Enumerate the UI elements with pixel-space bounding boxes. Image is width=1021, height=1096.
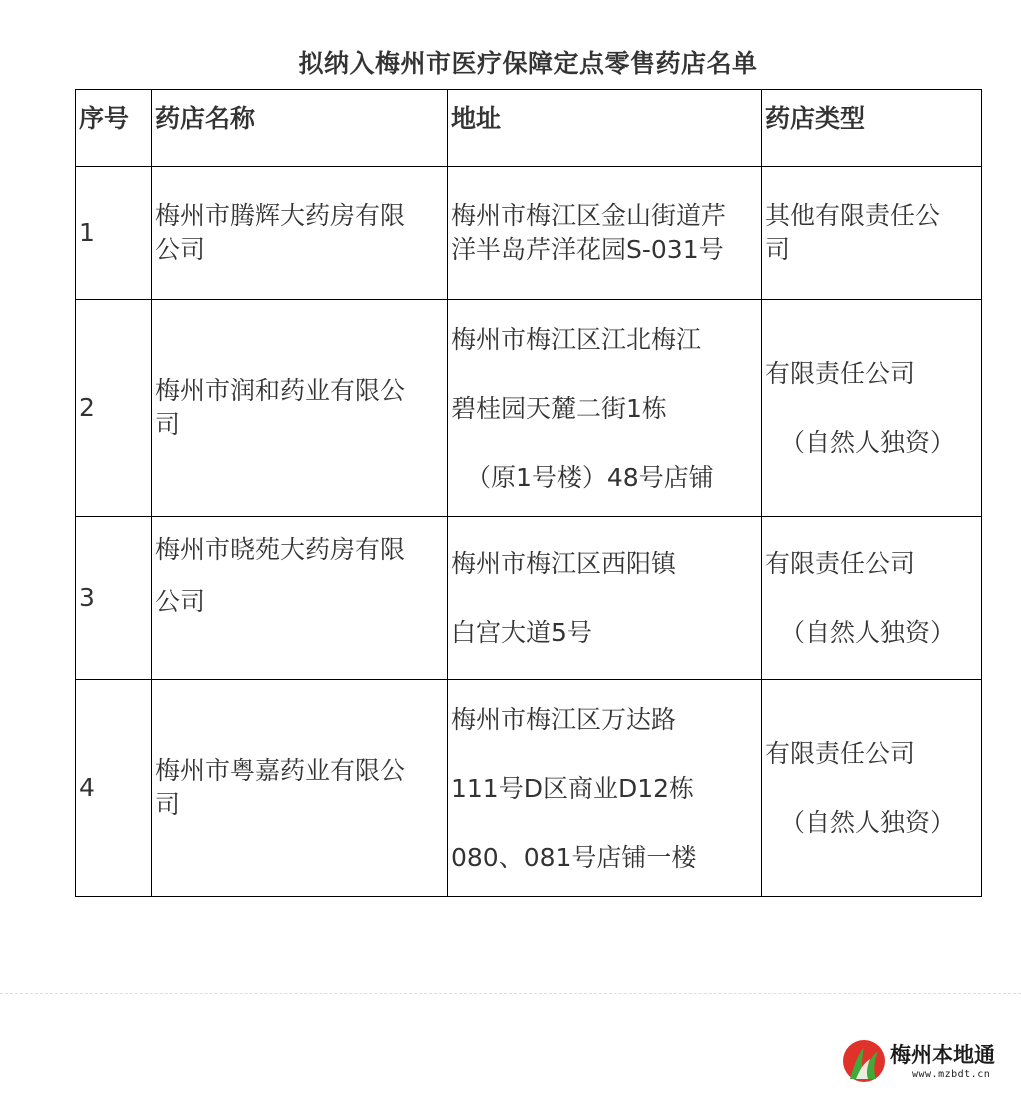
pharmacy-list-table [75,89,982,897]
table-row [76,517,982,680]
cell-name [152,680,448,897]
cell-type [762,167,982,300]
cell-no: 2 [76,300,152,517]
page-title: 拟纳入梅州市医疗保障定点零售药店名单 [298,49,758,78]
address-line: 梅州市梅江区江北梅江 [451,324,702,354]
table-row [76,680,982,897]
cell-type [762,517,982,680]
logo-mark-icon [842,1039,886,1083]
table-header-row [76,90,982,167]
address-line: 碧桂园天麓二街1栋 [451,393,667,423]
type-line: 有限责任公司 [765,359,916,388]
logo-url: www.mzbdt.cn [912,1069,991,1080]
type-line: （自然人独资） [780,428,956,457]
table-row [76,300,982,517]
name-line: 梅州市晓苑大药房有限 [155,535,406,564]
address-line: 白宫大道5号 [451,618,592,647]
content-divider [0,993,1021,994]
address-line: 梅州市梅江区西阳镇 [451,549,677,578]
cell-address [448,680,762,897]
table-row [76,167,982,300]
cell-name [152,517,448,680]
address-line: 梅州市梅江区金山街道芹 [451,201,727,230]
name-line: 司 [155,410,181,439]
address-line: （原1号楼）48号店铺 [466,462,714,492]
name-line: 公司 [155,587,206,616]
cell-no: 4 [76,680,152,897]
cell-address [448,300,762,517]
type-line: 其他有限责任公 [765,201,941,230]
address-line: 080、081号店铺一楼 [451,842,697,872]
name-line: 梅州市润和药业有限公 [155,376,406,405]
header-type: 药店类型 [762,90,982,167]
cell-type [762,680,982,897]
cell-no: 1 [76,167,152,300]
name-line: 梅州市粤嘉药业有限公 [155,756,406,785]
type-line: 有限责任公司 [765,739,916,768]
watermark-logo [842,1037,1017,1087]
header-name: 药店名称 [152,90,448,167]
type-line: 司 [765,235,791,264]
cell-name [152,167,448,300]
type-line: 有限责任公司 [765,549,916,578]
header-no: 序号 [76,90,152,167]
cell-name [152,300,448,517]
type-line: （自然人独资） [780,808,956,837]
address-line: 111号D区商业D12栋 [451,773,695,803]
header-address: 地址 [448,90,762,167]
address-line: 洋半岛芹洋花园S-031号 [451,235,724,264]
address-line: 梅州市梅江区万达路 [451,704,677,734]
cell-address [448,167,762,300]
cell-type [762,300,982,517]
cell-address [448,517,762,680]
type-line: （自然人独资） [780,618,956,647]
cell-no: 3 [76,517,152,680]
name-line: 公司 [155,235,206,264]
name-line: 司 [155,790,181,819]
logo-name: 梅州本地通 [890,1043,995,1067]
name-line: 梅州市腾辉大药房有限 [155,201,406,230]
